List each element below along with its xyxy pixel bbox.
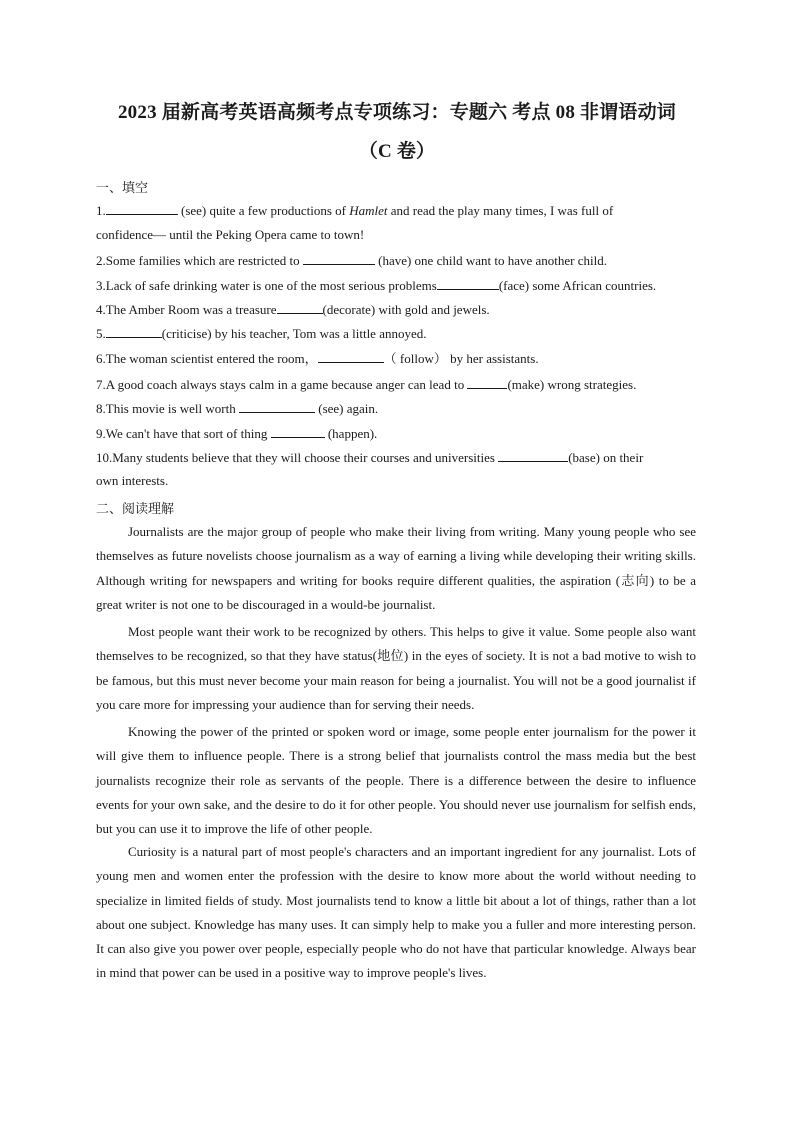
question-number: 5. xyxy=(96,326,106,341)
answer-blank-5[interactable] xyxy=(106,325,162,338)
question-text: (see) quite a few productions of xyxy=(181,203,346,218)
question-1 xyxy=(96,202,696,219)
answer-blank-4[interactable] xyxy=(277,301,323,314)
question-text: 2.Some families which are restricted to xyxy=(96,253,300,268)
section-heading-reading: 二、阅读理解 xyxy=(96,502,175,517)
question-6 xyxy=(96,350,696,367)
passage-paragraph-1: Journalists are the major group of people who make their living from writing. Many young people who see themselves as future novelists choose journalism as a way of earning a living while developing their writing skills. Although writing for newspapers and writing for books require different qualities, the aspiration (志向) to be a great writer is not one to be discouraged in a would-be journalist. xyxy=(96,524,696,612)
question-text: (base) on their xyxy=(568,450,644,465)
answer-blank-2[interactable] xyxy=(303,252,375,265)
question-text: 3.Lack of safe drinking water is one of the most serious problems xyxy=(96,278,437,293)
section-heading-fill: 一、填空 xyxy=(96,181,149,196)
page-subtitle: （C 卷） xyxy=(358,141,436,162)
question-text: (have) one child want to have another child. xyxy=(378,253,607,268)
question-text: (happen). xyxy=(327,426,378,441)
question-text: (make) wrong strategies. xyxy=(507,377,637,392)
question-10 xyxy=(96,449,696,466)
question-text: (decorate) with gold and jewels. xyxy=(322,302,490,317)
answer-blank-1[interactable] xyxy=(106,202,178,215)
question-text: 4.The Amber Room was a treasure xyxy=(96,302,277,317)
answer-blank-6[interactable] xyxy=(318,350,384,363)
page-title: 2023 届新高考英语高频考点专项练习：专题六 考点 08 非谓语动词 xyxy=(117,102,676,123)
question-4 xyxy=(96,301,696,318)
passage-paragraph-3: Knowing the power of the printed or spoken word or image, some people enter journalism for the power it will give them to influence people. There is a strong belief that journalists control the mass media but the best journalists recognize their role as servants of the people. There is a difference between the desire to influence events for your own sake, and the desire to do it for other people. You should never use journalism for selfish ends, but you can use it to improve the life of other people. xyxy=(96,724,696,837)
question-text: 7.A good coach always stays calm in a game because anger can lead to xyxy=(96,377,465,392)
question-7 xyxy=(96,376,696,393)
play-title: Hamlet xyxy=(349,203,388,218)
answer-blank-9[interactable] xyxy=(271,425,325,438)
question-text: 6.The woman scientist entered the room， xyxy=(96,351,318,366)
question-text: (criticise) by his teacher, Tom was a little annoyed. xyxy=(161,326,427,341)
question-text: (see) again. xyxy=(318,401,379,416)
question-1-continued: confidence— until the Peking Opera came to town! xyxy=(96,227,365,242)
question-3 xyxy=(96,277,696,294)
question-text: 8.This movie is well worth xyxy=(96,401,236,416)
answer-blank-10[interactable] xyxy=(498,449,568,462)
question-text: 9.We can't have that sort of thing xyxy=(96,426,268,441)
question-text: 10.Many students believe that they will choose their courses and universities xyxy=(96,450,495,465)
answer-blank-7[interactable] xyxy=(467,376,507,389)
question-text: and read the play many times, I was full of xyxy=(390,203,614,218)
question-5 xyxy=(96,325,696,342)
question-10-continued: own interests. xyxy=(96,473,169,488)
question-9 xyxy=(96,425,696,442)
question-text: （ follow） by her assistants. xyxy=(383,351,539,366)
question-2 xyxy=(96,252,696,269)
answer-blank-3[interactable] xyxy=(437,277,499,290)
question-number: 1. xyxy=(96,203,106,218)
passage-paragraph-2: Most people want their work to be recognized by others. This helps to give it value. Some people also want themselves to be recognized, so that they have status(地位) in the eyes of society. It is not a bad motive to wish to be famous, but this must never become your main reason for being a journalist. You will not be a good journalist if you care more for impressing your audience than for serving their needs. xyxy=(96,624,696,712)
passage-paragraph-4: Curiosity is a natural part of most people's characters and an important ingredient for any journalist. Lots of young men and women enter the profession with the desire to know more about the world without needing to specialize in limited fields of study. Most journalists tend to know a little bit about a lot of things, rather than a lot about one subject. Knowledge has many uses. It can simply help to make you a fuller and more interesting person. It can also give you power over people, especially people who do not have that particular knowledge. Always bear in mind that power can be used in a positive way to improve people's lives. xyxy=(96,844,696,981)
question-8 xyxy=(96,400,696,417)
question-text: (face) some African countries. xyxy=(498,278,657,293)
answer-blank-8[interactable] xyxy=(239,400,315,413)
